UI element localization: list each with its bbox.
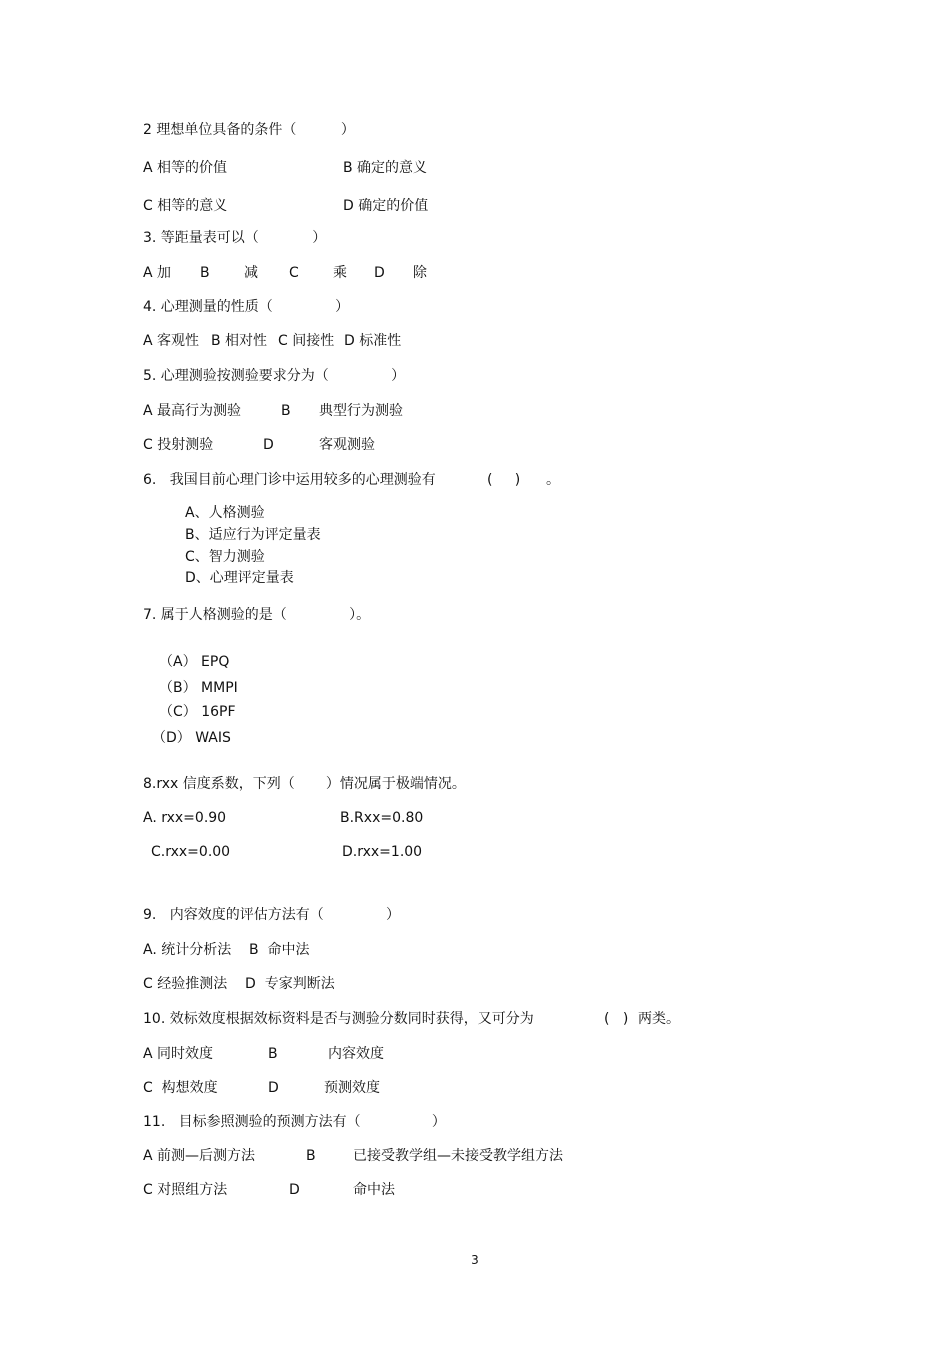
question-6-end: 。 <box>546 472 560 488</box>
question-11-option-c: C 对照组方法 <box>143 1182 228 1198</box>
question-6-option-d: D、心理评定量表 <box>185 570 294 586</box>
question-4-option-c: C 间接性 <box>278 333 335 349</box>
question-5-option-d-letter: D <box>263 437 274 453</box>
question-9-options-cd: C 经验推测法 D 专家判断法 <box>143 976 335 992</box>
question-6-stem: 6. 我国目前心理门诊中运用较多的心理测验有 <box>143 472 436 488</box>
question-6-blank: ( ) <box>487 472 521 488</box>
question-6-option-b: B、适应行为评定量表 <box>185 527 321 543</box>
question-11-option-d-letter: D <box>289 1182 300 1198</box>
question-2-option-b: B 确定的意义 <box>343 160 428 176</box>
question-7-option-a: （A） EPQ <box>159 654 230 670</box>
question-4-option-d: D 标准性 <box>344 333 402 349</box>
question-4-option-a: A 客观性 <box>143 333 200 349</box>
question-11-option-d-text: 命中法 <box>353 1182 395 1198</box>
question-2-stem: 2 理想单位具备的条件（ ） <box>143 122 355 138</box>
question-2-option-d: D 确定的价值 <box>343 198 429 214</box>
question-10-option-c: C 构想效度 <box>143 1080 218 1096</box>
question-3-option-d-text: 除 <box>413 265 427 281</box>
question-11-stem: 11. 目标参照测验的预测方法有（ ） <box>143 1114 446 1130</box>
question-6-option-a: A、人格测验 <box>185 505 265 521</box>
question-3-option-b-letter: B <box>200 265 210 281</box>
question-10-option-d-text: 预测效度 <box>324 1080 380 1096</box>
question-7-option-c: （C） 16PF <box>159 704 236 720</box>
question-7-option-d: （D） WAIS <box>152 730 231 746</box>
question-5-option-a: A 最高行为测验 <box>143 403 242 419</box>
question-3-option-c-text: 乘 <box>333 265 347 281</box>
page-number: 3 <box>471 1253 479 1267</box>
question-8-stem: 8.rxx 信度系数，下列（ ）情况属于极端情况。 <box>143 776 466 792</box>
question-4-stem: 4. 心理测量的性质（ ） <box>143 299 350 315</box>
question-8-option-d: D.rxx=1.00 <box>342 844 423 860</box>
question-10-end: 两类。 <box>638 1011 680 1027</box>
question-11-option-a: A 前测—后测方法 <box>143 1148 256 1164</box>
question-3-option-a: A 加 <box>143 265 172 281</box>
question-5-option-b-text: 典型行为测验 <box>319 403 403 419</box>
question-3-stem: 3. 等距量表可以（ ） <box>143 230 327 246</box>
question-10-option-b-text: 内容效度 <box>328 1046 384 1062</box>
question-8-option-b: B.Rxx=0.80 <box>340 810 424 826</box>
question-5-option-d-text: 客观测验 <box>319 437 375 453</box>
question-10-stem: 10. 效标效度根据效标资料是否与测验分数同时获得，又可分为 <box>143 1011 534 1027</box>
question-10-blank: ( ) <box>604 1011 629 1027</box>
question-9-stem: 9. 内容效度的评估方法有（ ） <box>143 907 401 923</box>
question-10-option-b-letter: B <box>268 1046 278 1062</box>
question-5-stem: 5. 心理测验按测验要求分为（ ） <box>143 368 406 384</box>
question-7-stem: 7. 属于人格测验的是（ ）。 <box>143 607 371 623</box>
question-5-option-b-letter: B <box>281 403 291 419</box>
question-8-option-a: A. rxx=0.90 <box>143 810 227 826</box>
question-10-option-a: A 同时效度 <box>143 1046 214 1062</box>
question-11-option-b-text: 已接受教学组—未接受教学组方法 <box>353 1148 563 1164</box>
question-2-option-c: C 相等的意义 <box>143 198 228 214</box>
question-2-option-a: A 相等的价值 <box>143 160 228 176</box>
question-11-option-b-letter: B <box>306 1148 316 1164</box>
question-3-option-d-letter: D <box>374 265 385 281</box>
question-3-option-b-text: 减 <box>244 265 258 281</box>
question-7-option-b: （B） MMPI <box>159 680 238 696</box>
question-6-option-c: C、智力测验 <box>185 549 265 565</box>
question-5-option-c: C 投射测验 <box>143 437 214 453</box>
question-3-option-c-letter: C <box>289 265 299 281</box>
question-9-options-ab: A. 统计分析法 B 命中法 <box>143 942 310 958</box>
question-10-option-d-letter: D <box>268 1080 279 1096</box>
question-4-option-b: B 相对性 <box>211 333 268 349</box>
question-8-option-c: C.rxx=0.00 <box>151 844 231 860</box>
